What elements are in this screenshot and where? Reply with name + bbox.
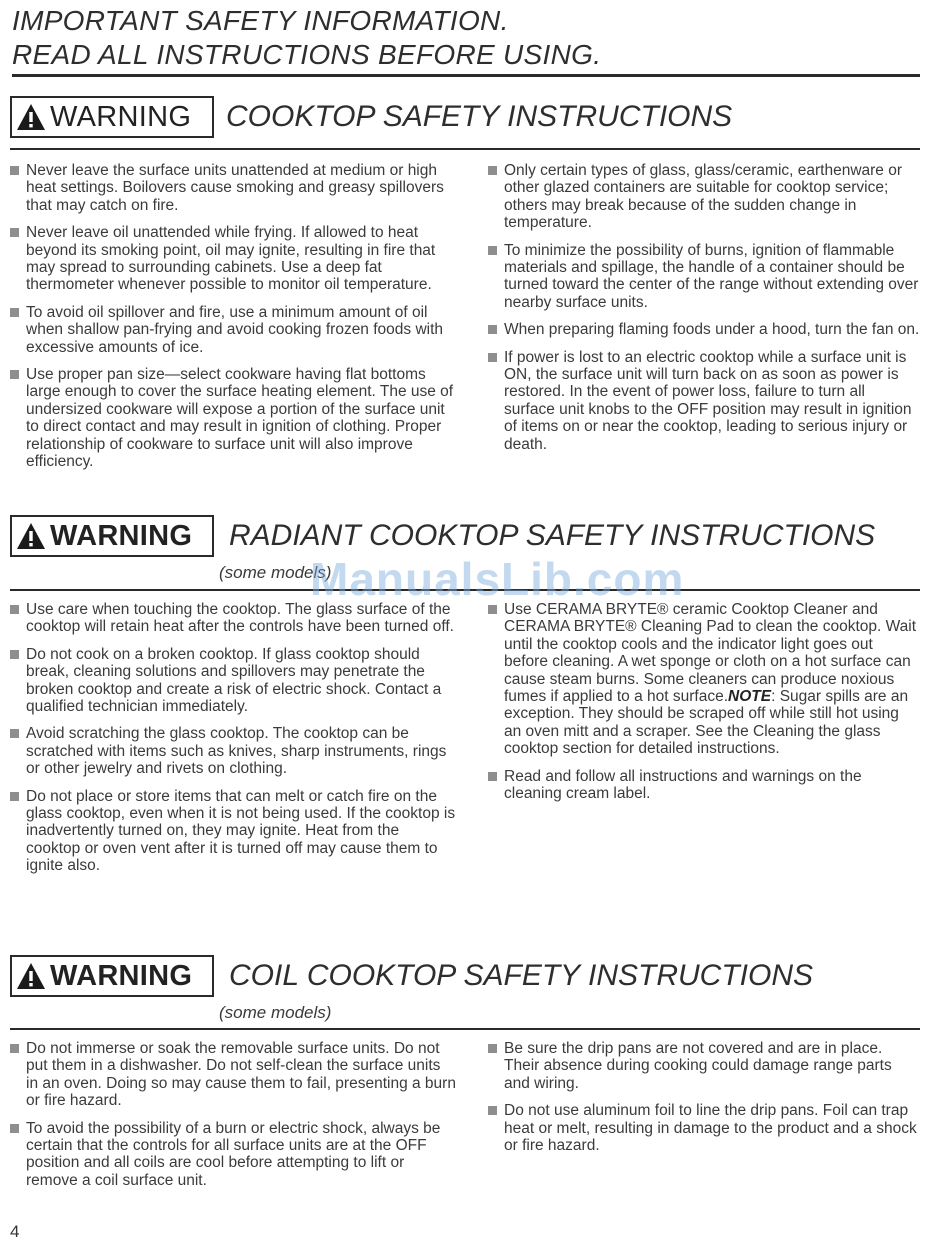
list-item: Use proper pan size—select cookware having flat bottoms large enough to cover the surface heating element. The use of undersized cookware will expose a portion of the surface unit to direct contact and may result in ignition of clothing. Proper relationship of cookware to surface unit will also improve efficiency. [10,366,456,470]
section-subtitle: (some models) [219,1003,332,1022]
warning-box [10,955,214,997]
warning-triangle-icon [16,103,46,131]
section-subtitle: (some models) [219,563,332,582]
square-bullet-icon [488,772,497,781]
right-column [488,162,920,481]
section-heading [10,955,920,1003]
list-item: Do not cook on a broken cooktop. If glass cooktop should break, cleaning solutions and spillovers may penetrate the broken cooktop and create a risk of electric shock. Contact a qualified technician immediately. [10,646,456,716]
section-title: RADIANT COOKTOP SAFETY INSTRUCTIONS [229,519,876,552]
list-item: Use CERAMA BRYTE® ceramic Cooktop Cleaner and CERAMA BRYTE® Cleaning Pad to clean the cooktop. Wait until the cooktop cools and the indicator light goes out before cleaning. A wet sponge or cloth on a hot surface can cause steam burns. Some cleaners can produce noxious fumes if applied to a hot surface.NOTE: Sugar spills are an exception. They should be scraped off while still hot using an oven mitt and a scraper. See the Cleaning the glass cooktop section for detailed instructions. [488,601,920,758]
left-column [10,601,456,885]
list-item: Do not place or store items that can melt or catch fire on the glass cooktop, even when it is not being used. If the cooktop is inadvertently turned on, they may ignite. Heat from the cooktop or oven vent after it is turned off may cause them to ignite also. [10,788,456,875]
page-number: 4 [10,1222,20,1241]
section-title: COOKTOP SAFETY INSTRUCTIONS [226,100,733,133]
list-item: Never leave oil unattended while frying. If allowed to heat beyond its smoking point, oil may ignite, resulting in fire that may spread to surrounding cabinets. Use a deep fat thermometer whenever possible to monitor oil temperature. [10,224,456,294]
cooktop-safety-section [10,96,920,471]
section-heading [10,96,920,144]
list-item: Do not use aluminum foil to line the drip pans. Foil can trap heat or melt, resulting in damage to the product and a shock or fire hazard. [488,1102,920,1154]
header-line-1: IMPORTANT SAFETY INFORMATION. [12,5,509,36]
square-bullet-icon [10,1124,19,1133]
page-header [12,4,920,77]
section-rule [10,1028,920,1030]
square-bullet-icon [10,792,19,801]
section-title: COIL COOKTOP SAFETY INSTRUCTIONS [229,959,813,992]
square-bullet-icon [10,1044,19,1053]
list-item: When preparing flaming foods under a hood, turn the fan on. [488,321,920,338]
warning-triangle-icon [16,962,46,990]
section-columns [10,601,920,885]
header-line-2: READ ALL INSTRUCTIONS BEFORE USING. [12,39,602,70]
list-item: If power is lost to an electric cooktop while a surface unit is ON, the surface unit will turn back on as soon as power is restored. In the event of power loss, failure to turn all surface unit knobs to the OFF position may result in ignition of items on or near the cooktop, leading to serious injury or death. [488,349,920,453]
square-bullet-icon [10,228,19,237]
list-item: Be sure the drip pans are not covered and are in place. Their absence during cooking could damage range parts and wiring. [488,1040,920,1092]
warning-label: WARNING [50,100,192,133]
square-bullet-icon [488,246,497,255]
right-column [488,601,920,885]
square-bullet-icon [488,1044,497,1053]
right-column [488,1040,920,1199]
warning-box [10,515,214,557]
list-item: Never leave the surface units unattended at medium or high heat settings. Boilovers cause smoking and greasy spillovers that may catch on fire. [10,162,456,214]
square-bullet-icon [488,605,497,614]
list-item: Avoid scratching the glass cooktop. The cooktop can be scratched with items such as knives, sharp instruments, rings or other jewelry and rivets on clothing. [10,725,456,777]
square-bullet-icon [10,308,19,317]
square-bullet-icon [10,650,19,659]
list-item: To avoid oil spillover and fire, use a minimum amount of oil when shallow pan-frying and avoid cooking frozen foods with excessive amounts of ice. [10,304,456,356]
square-bullet-icon [10,729,19,738]
list-item: Only certain types of glass, glass/ceramic, earthenware or other glazed containers are suitable for cooktop service; others may break because of the sudden change in temperature. [488,162,920,232]
warning-box [10,96,214,138]
section-columns [10,162,920,481]
list-item: Read and follow all instructions and warnings on the cleaning cream label. [488,768,920,803]
square-bullet-icon [10,605,19,614]
left-column [10,162,456,481]
square-bullet-icon [488,325,497,334]
left-column [10,1040,456,1199]
watermark: ManualsLib.com [310,553,685,605]
coil-cooktop-section [10,955,920,1189]
list-item: Use care when touching the cooktop. The glass surface of the cooktop will retain heat after the controls have been turned off. [10,601,456,636]
square-bullet-icon [488,166,497,175]
list-item: To minimize the possibility of burns, ignition of flammable materials and spillage, the handle of a container should be turned toward the center of the range without extending over nearby surface units. [488,242,920,312]
section-columns [10,1040,920,1199]
warning-label: WARNING [50,519,193,552]
warning-triangle-icon [16,522,46,550]
note-label: NOTE [728,688,772,706]
list-item: To avoid the possibility of a burn or electric shock, always be certain that the controls for all surface units are at the OFF position and all coils are cool before attempting to lift or remove a coil surface unit. [10,1120,456,1190]
section-rule [10,148,920,150]
square-bullet-icon [488,1106,497,1115]
square-bullet-icon [488,353,497,362]
list-item: Do not immerse or soak the removable surface units. Do not put them in a dishwasher. Do not self-clean the surface units in an oven. Doing so may cause them to fail, presenting a burn or fire hazard. [10,1040,456,1110]
square-bullet-icon [10,370,19,379]
square-bullet-icon [10,166,19,175]
warning-label: WARNING [50,959,193,992]
